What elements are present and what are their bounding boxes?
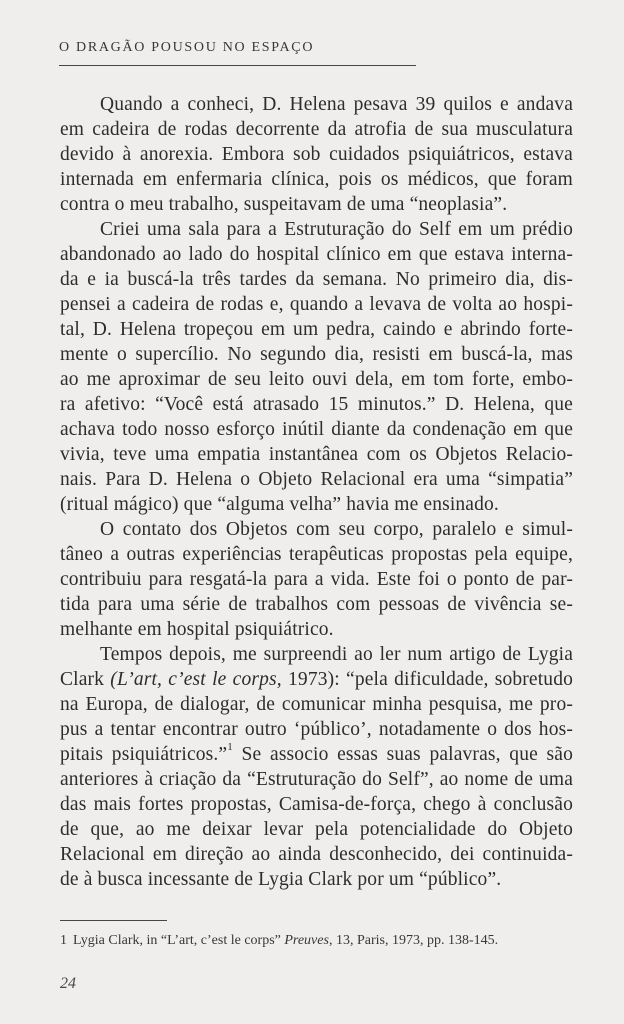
paragraph-4-line xyxy=(60,742,573,767)
paragraph-2-line: da e ia buscá-la três tardes da semana. No primeiro dia, dis- xyxy=(60,269,573,290)
paragraph-1-line: contra o meu trabalho, suspeitavam de uma “neoplasia”. xyxy=(60,194,508,215)
paragraph-2-line: ao me aproximar de seu leito ouvi dela, em tom forte, embo- xyxy=(60,369,573,390)
paragraph-1-line: Quando a conheci, D. Helena pesava 39 quilos e andava xyxy=(100,94,573,115)
paragraph-2-line: nais. Para D. Helena o Objeto Relacional era uma “simpatia” xyxy=(60,469,573,490)
paragraph-4-line: de à busca incessante de Lygia Clark por um “público”. xyxy=(60,869,502,890)
paragraph-2-line: tal, D. Helena tropeçou em um pedra, caindo e abrindo forte- xyxy=(60,319,573,340)
paragraph-1-line: devido à anorexia. Embora sob cuidados psiquiátricos, estava xyxy=(60,144,573,165)
paragraph-4-text: 1973): “pela dificuldade, sobretudo xyxy=(281,669,574,690)
paragraph-2-line: mente o supercílio. No segundo dia, resisti em buscá-la, mas xyxy=(60,344,573,365)
paragraph-4-line: de que, ao me deixar levar pela potencialidade do Objeto xyxy=(60,819,573,840)
paragraph-3-line: O contato dos Objetos com seu corpo, paralelo e simul- xyxy=(100,519,573,540)
paragraph-2-line: achava todo nosso esforço inútil diante da condenação em que xyxy=(60,419,573,440)
paragraph-4-line: Tempos depois, me surpreendi ao ler num artigo de Lygia xyxy=(100,644,573,665)
paragraph-2-line: vivia, teve uma empatia instantânea com os Objetos Relacio- xyxy=(60,444,573,465)
paragraph-3-line: tida para uma série de trabalhos com pessoas de vivência se- xyxy=(60,594,573,615)
footnote-rule xyxy=(60,920,167,921)
paragraph-2-line: ra afetivo: “Você está atrasado 15 minutos.” D. Helena, que xyxy=(60,394,573,415)
article-title-italic: (L’art, c’est le corps, xyxy=(110,669,282,690)
footnote-text: Lygia Clark, in “L’art, c’est le corps” xyxy=(73,933,285,948)
paragraph-4-line: pus a tentar encontrar outro ‘público’, notadamente o dos hos- xyxy=(60,719,573,740)
paragraph-4-line: na Europa, de dialogar, de comunicar minha pesquisa, me pro- xyxy=(60,694,573,715)
paragraph-2-line: (ritual mágico) que “alguma velha” havia me ensinado. xyxy=(60,494,499,515)
paragraph-4-text: pitais psiquiátricos.” xyxy=(60,744,228,765)
footnote xyxy=(60,933,498,949)
footnote-marker: 1 xyxy=(60,933,67,948)
paragraph-4-line xyxy=(60,667,573,692)
paragraph-1-line: internada em enfermaria clínica, pois os médicos, que foram xyxy=(60,169,573,190)
footnote-reference: 1 xyxy=(227,740,233,753)
paragraph-3-line: tâneo a outras experiências terapêuticas propostas pela equipe, xyxy=(60,544,573,565)
paragraph-3-line: contribuiu para resgatá-la para a vida. Este foi o ponto de par- xyxy=(60,569,573,590)
running-head-rule xyxy=(59,65,416,66)
paragraph-1-line: em cadeira de rodas decorrente da atrofia de sua musculatura xyxy=(60,119,573,140)
footnote-journal-italic: Preuves xyxy=(284,933,329,948)
running-head: O DRAGÃO POUSOU NO ESPAÇO xyxy=(59,40,315,55)
paragraph-4-text: Clark xyxy=(60,669,111,690)
paragraph-4-text: Se associo essas suas palavras, que são xyxy=(232,744,573,765)
footnote-text: , 13, Paris, 1973, pp. 138-145. xyxy=(328,933,499,948)
paragraph-2-line: Criei uma sala para a Estruturação do Self em um prédio xyxy=(100,219,573,240)
paragraph-2-line: abandonado ao lado do hospital clínico em que estava interna- xyxy=(60,244,573,265)
paragraph-4-line: das mais fortes propostas, Camisa-de-força, chego à conclusão xyxy=(60,794,573,815)
paragraph-4-line: Relacional em direção ao ainda desconhecido, dei continuida- xyxy=(60,844,573,865)
paragraph-2-line: pensei a cadeira de rodas e, quando a levava de volta ao hospi- xyxy=(60,294,573,315)
paragraph-4-line: anteriores à criação da “Estruturação do Self”, ao nome de uma xyxy=(60,769,573,790)
paragraph-3-line: melhante em hospital psiquiátrico. xyxy=(60,619,334,640)
page-number: 24 xyxy=(60,975,76,992)
